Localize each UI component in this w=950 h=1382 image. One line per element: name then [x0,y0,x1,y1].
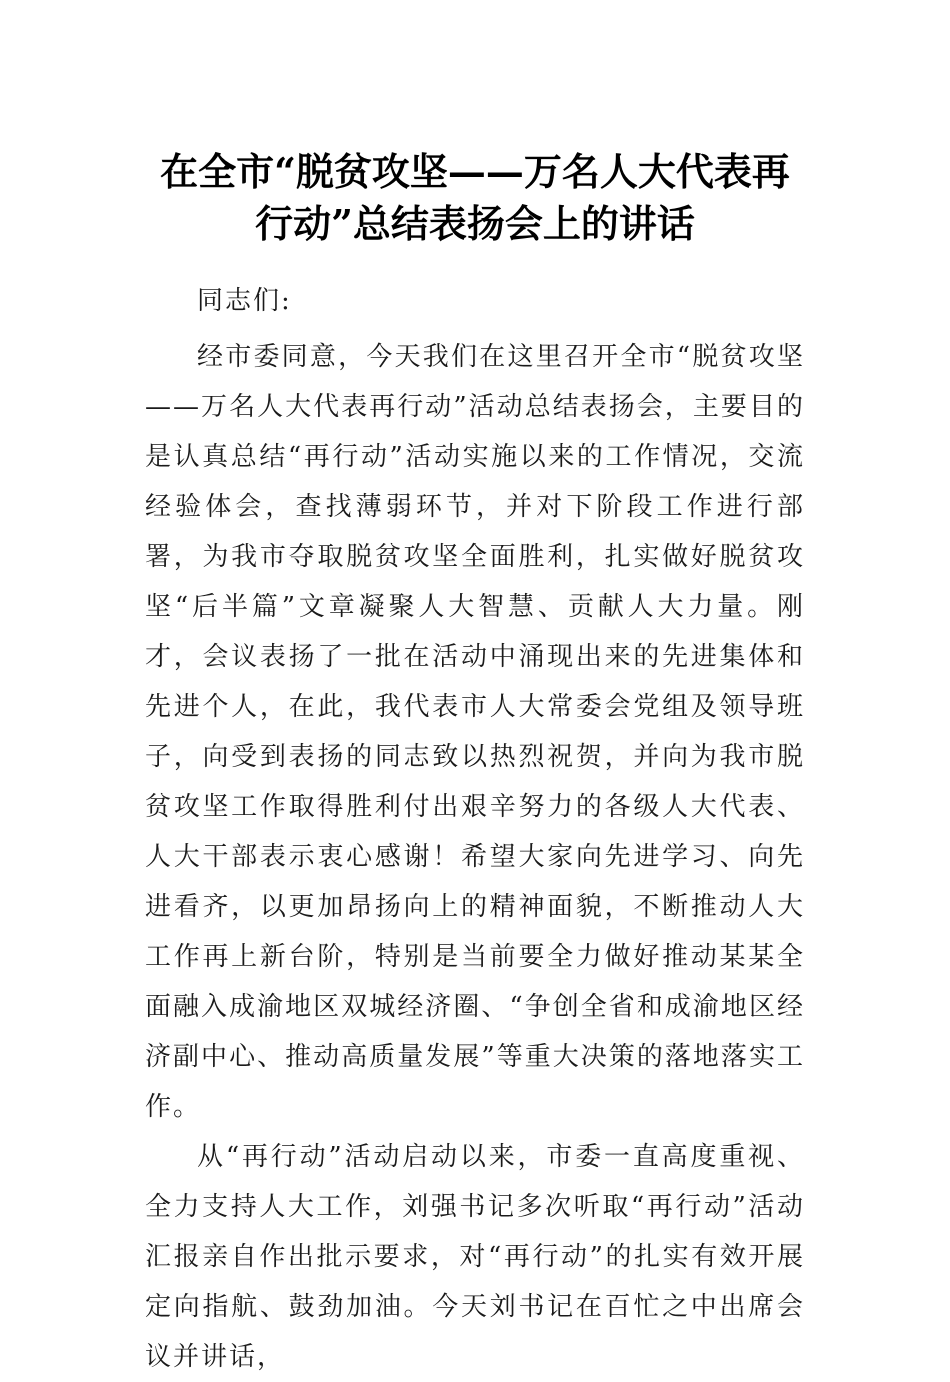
body-paragraph-2: 从“再行动”活动启动以来，市委一直高度重视、全力支持人大工作，刘强书记多次听取“再行动”活动汇报亲自作出批示要求，对“再行动”的扎实有效开展定向指航、鼓劲加油。今天刘书记在百忙之中出席会议并讲话， [145,1142,805,1372]
document-body [145,276,805,1382]
salutation: 同志们: [197,286,292,316]
body-paragraph-1: 经市委同意，今天我们在这里召开全市“脱贫攻坚——万名人大代表再行动”活动总结表扬会，主要目的是认真总结“再行动”活动实施以来的工作情况，交流经验体会，查找薄弱环节，并对下阶段工作进行部署，为我市夺取脱贫攻坚全面胜利，扎实做好脱贫攻坚“后半篇”文章凝聚人大智慧、贡献人大力量。刚才，会议表扬了一批在活动中涌现出来的先进集体和先进个人，在此，我代表市人大常委会党组及领导班子，向受到表扬的同志致以热烈祝贺，并向为我市脱贫攻坚工作取得胜利付出艰辛努力的各级人大代表、人大干部表示衷心感谢！希望大家向先进学习、向先进看齐，以更加昂扬向上的精神面貌，不断推动人大工作再上新台阶，特别是当前要全力做好推动某某全面融入成渝地区双城经济圈、“争创全省和成渝地区经济副中心、推动高质量发展”等重大决策的落地落实工作。 [145,342,805,1122]
document-title: 在全市“脱贫攻坚——万名人大代表再行动”总结表扬会上的讲话 [160,149,790,246]
